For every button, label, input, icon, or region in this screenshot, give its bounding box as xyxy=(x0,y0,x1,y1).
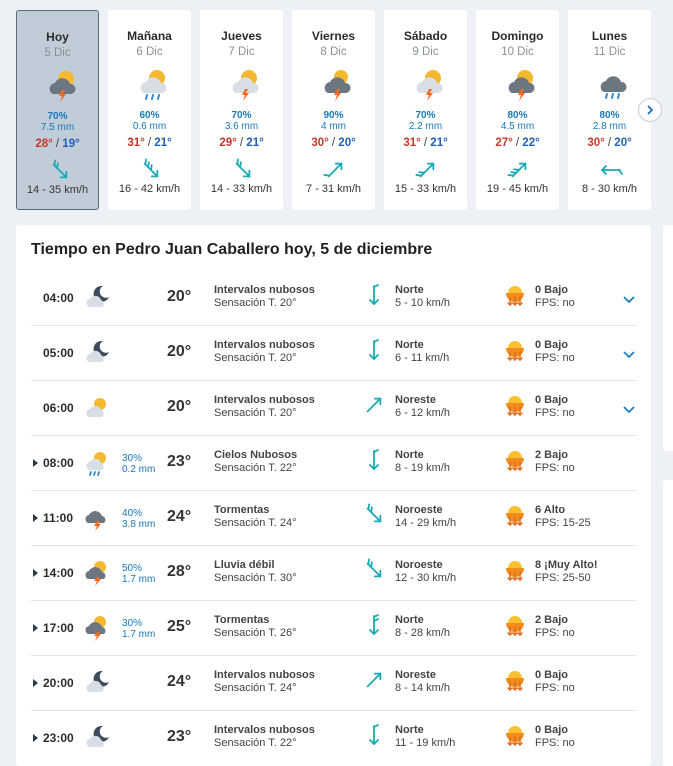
day-temp-max: 29° xyxy=(219,137,237,149)
day-name: Lunes xyxy=(591,29,628,43)
day-name: Sábado xyxy=(403,29,448,43)
row-rain-amount: 1.7 mm xyxy=(122,629,156,640)
day-name: Mañana xyxy=(127,29,172,43)
day-name: Viernes xyxy=(311,29,356,43)
day-card-4[interactable] xyxy=(384,10,467,210)
row-feels-like: Sensación T. 20° xyxy=(214,352,297,364)
row-hour: 20:00 xyxy=(43,676,74,690)
row-uv-index: 0 Bajo xyxy=(535,339,569,351)
hourly-row[interactable] xyxy=(16,546,651,601)
day-temp-min: 20° xyxy=(614,137,632,149)
wind-arrow-icon xyxy=(362,393,386,417)
wind-arrow-icon xyxy=(362,338,386,362)
row-wind-direction: Noroeste xyxy=(395,559,443,571)
row-wind-speed: 11 - 19 km/h xyxy=(395,737,456,749)
wind-arrow-icon xyxy=(323,158,347,182)
row-fps: FPS: no xyxy=(535,737,575,749)
rain-sun-cloud-icon xyxy=(135,65,171,101)
day-rain-probability: 70% xyxy=(47,111,68,122)
day-date: 7 Dic xyxy=(228,46,255,58)
day-temp-min: 19° xyxy=(62,138,80,150)
day-temp-max: 30° xyxy=(587,137,605,149)
storm-sun-cloud-icon xyxy=(83,613,111,641)
expand-triangle-icon[interactable] xyxy=(33,734,38,742)
expand-triangle-icon[interactable] xyxy=(33,624,38,632)
daily-forecast-strip xyxy=(0,0,673,220)
moon-cloud-icon xyxy=(83,723,111,751)
hourly-row[interactable] xyxy=(16,711,651,766)
day-wind-speed: 19 - 45 km/h xyxy=(486,183,549,195)
day-temperature xyxy=(476,137,559,149)
row-uv-index: 0 Bajo xyxy=(535,284,569,296)
row-fps: FPS: no xyxy=(535,462,575,474)
day-rain-probability: 80% xyxy=(507,110,528,121)
row-wind-direction: Norte xyxy=(395,614,424,626)
row-hour: 04:00 xyxy=(43,291,74,305)
expand-triangle-icon[interactable] xyxy=(33,514,38,522)
day-temp-min: 21° xyxy=(154,137,172,149)
day-temp-max: 30° xyxy=(311,137,329,149)
row-fps: FPS: no xyxy=(535,352,575,364)
day-date: 10 Dic xyxy=(501,46,534,58)
day-rain-probability: 90% xyxy=(323,110,344,121)
row-feels-like: Sensación T. 20° xyxy=(214,407,297,419)
uv-sun-icon xyxy=(504,393,526,417)
day-card-2[interactable] xyxy=(200,10,283,210)
day-rain-amount: 2.8 mm xyxy=(592,121,627,132)
wind-arrow-icon xyxy=(362,503,386,527)
row-feels-like: Sensación T. 26° xyxy=(214,627,297,639)
day-rain-amount: 2.2 mm xyxy=(408,121,443,132)
row-wind-direction: Norte xyxy=(395,339,424,351)
row-hour: 23:00 xyxy=(43,731,74,745)
hourly-forecast-panel xyxy=(16,225,651,766)
hourly-row[interactable] xyxy=(16,601,651,656)
row-fps: FPS: no xyxy=(535,682,575,694)
rain-sun-cloud-icon xyxy=(83,448,111,476)
uv-sun-icon xyxy=(504,503,526,527)
row-feels-like: Sensación T. 30° xyxy=(214,572,297,584)
day-temp-min: 20° xyxy=(338,137,356,149)
day-rain-amount: 3.6 mm xyxy=(224,121,259,132)
day-temp-min: 22° xyxy=(522,137,540,149)
chevron-down-icon[interactable] xyxy=(622,405,636,415)
chevron-down-icon[interactable] xyxy=(622,295,636,305)
temp-separator: / xyxy=(236,137,247,149)
day-temp-max: 28° xyxy=(35,138,53,150)
temp-separator: / xyxy=(420,137,431,149)
row-rain-probability: 50% xyxy=(122,563,143,574)
row-wind-speed: 6 - 11 km/h xyxy=(395,352,450,364)
wind-arrow-icon xyxy=(362,448,386,472)
row-rain-amount: 0.2 mm xyxy=(122,464,156,475)
day-rain-amount: 0.6 mm xyxy=(132,121,167,132)
side-panel-edge xyxy=(663,225,673,451)
row-fps: FPS: no xyxy=(535,627,575,639)
storm-sun-cloud-icon xyxy=(83,558,111,586)
row-temperature: 25° xyxy=(167,618,192,635)
row-temperature: 20° xyxy=(167,288,192,305)
row-condition: Intervalos nubosos xyxy=(214,339,315,351)
row-wind-direction: Norte xyxy=(395,449,424,461)
day-rain-probability: 60% xyxy=(139,110,160,121)
row-condition: Tormentas xyxy=(214,504,270,516)
row-rain-probability: 40% xyxy=(122,508,143,519)
day-card-0[interactable] xyxy=(16,10,99,210)
day-temperature xyxy=(384,137,467,149)
sun-cloud-icon xyxy=(83,393,111,421)
wind-arrow-icon xyxy=(362,283,386,307)
row-uv-index: 6 Alto xyxy=(535,504,566,516)
row-fps: FPS: 15-25 xyxy=(535,517,591,529)
uv-sun-icon xyxy=(504,338,526,362)
storm-cloud-icon xyxy=(319,65,355,101)
uv-sun-icon xyxy=(504,613,526,637)
row-wind-direction: Norte xyxy=(395,284,424,296)
row-feels-like: Sensación T. 22° xyxy=(214,462,297,474)
row-wind-speed: 6 - 12 km/h xyxy=(395,407,451,419)
moon-cloud-icon xyxy=(83,668,111,696)
row-hour: 11:00 xyxy=(43,511,74,525)
day-date: 6 Dic xyxy=(136,46,163,58)
moon-cloud-icon xyxy=(83,338,111,366)
day-card-3[interactable] xyxy=(292,10,375,210)
day-date: 11 Dic xyxy=(593,46,626,58)
row-temperature: 23° xyxy=(167,728,192,745)
row-wind-direction: Noreste xyxy=(395,394,436,406)
temp-separator: / xyxy=(52,138,63,150)
day-rain-amount: 4.5 mm xyxy=(500,121,535,132)
hourly-row[interactable] xyxy=(16,491,651,546)
day-rain-probability: 70% xyxy=(231,110,252,121)
row-rain-amount: 3.8 mm xyxy=(122,519,156,530)
day-wind-speed: 7 - 31 km/h xyxy=(305,183,362,195)
wind-arrow-icon xyxy=(362,558,386,582)
next-days-button[interactable] xyxy=(638,98,662,122)
row-rain-amount: 1.7 mm xyxy=(122,574,156,585)
row-hour: 05:00 xyxy=(43,346,74,360)
day-card-5[interactable] xyxy=(476,10,559,210)
wind-arrow-icon xyxy=(415,158,439,182)
day-name: Jueves xyxy=(221,29,262,43)
row-hour: 08:00 xyxy=(43,456,74,470)
row-hour: 17:00 xyxy=(43,621,74,635)
row-fps: FPS: no xyxy=(535,407,575,419)
row-condition: Intervalos nubosos xyxy=(214,394,315,406)
day-temperature xyxy=(292,137,375,149)
storm-sun-cloud-icon xyxy=(44,66,80,102)
day-wind-speed: 15 - 33 km/h xyxy=(394,183,457,195)
day-name: Domingo xyxy=(491,29,544,43)
row-temperature: 24° xyxy=(167,673,192,690)
day-temp-max: 27° xyxy=(495,137,513,149)
temp-separator: / xyxy=(512,137,523,149)
row-temperature: 24° xyxy=(167,508,192,525)
row-feels-like: Sensación T. 24° xyxy=(214,517,297,529)
wind-arrow-icon xyxy=(139,158,163,182)
hourly-row[interactable] xyxy=(16,436,651,491)
row-condition: Lluvia débil xyxy=(214,559,275,571)
row-temperature: 28° xyxy=(167,563,192,580)
day-date: 5 Dic xyxy=(44,47,71,59)
row-wind-direction: Norte xyxy=(395,724,424,736)
wind-arrow-icon xyxy=(362,668,386,692)
row-temperature: 20° xyxy=(167,343,192,360)
hourly-row[interactable] xyxy=(16,381,651,436)
day-date: 8 Dic xyxy=(320,46,347,58)
day-rain-probability: 80% xyxy=(599,110,620,121)
uv-sun-icon xyxy=(504,723,526,747)
row-hour: 06:00 xyxy=(43,401,74,415)
row-temperature: 20° xyxy=(167,398,192,415)
row-rain-probability: 30% xyxy=(122,453,143,464)
storm-sun-cloud-icon xyxy=(227,65,263,101)
wind-arrow-icon xyxy=(599,158,623,182)
row-wind-speed: 8 - 19 km/h xyxy=(395,462,451,474)
row-feels-like: Sensación T. 20° xyxy=(214,297,297,309)
row-hour: 14:00 xyxy=(43,566,74,580)
side-panel-edge xyxy=(663,480,673,766)
row-condition: Cielos Nubosos xyxy=(214,449,298,461)
row-condition: Tormentas xyxy=(214,614,270,626)
day-card-1[interactable] xyxy=(108,10,191,210)
day-temperature xyxy=(200,137,283,149)
day-temp-min: 21° xyxy=(246,137,264,149)
temp-separator: / xyxy=(144,137,155,149)
row-wind-direction: Noreste xyxy=(395,669,436,681)
day-wind-speed: 14 - 33 km/h xyxy=(210,183,273,195)
row-fps: FPS: 25-50 xyxy=(535,572,591,584)
uv-sun-icon xyxy=(504,448,526,472)
day-rain-probability: 70% xyxy=(415,110,436,121)
storm-sun-cloud-icon xyxy=(411,65,447,101)
chevron-right-icon xyxy=(645,105,655,115)
row-uv-index: 0 Bajo xyxy=(535,394,569,406)
row-wind-speed: 12 - 30 km/h xyxy=(395,572,457,584)
row-uv-index: 0 Bajo xyxy=(535,669,569,681)
row-wind-speed: 14 - 29 km/h xyxy=(395,517,457,529)
row-fps: FPS: no xyxy=(535,297,575,309)
row-wind-speed: 8 - 14 km/h xyxy=(395,682,451,694)
row-uv-index: 2 Bajo xyxy=(535,614,569,626)
row-wind-speed: 8 - 28 km/h xyxy=(395,627,451,639)
hourly-row[interactable] xyxy=(16,656,651,711)
hourly-row[interactable] xyxy=(16,326,651,381)
day-rain-amount: 7.5 mm xyxy=(40,122,75,133)
row-uv-index: 0 Bajo xyxy=(535,724,569,736)
day-temp-max: 31° xyxy=(403,137,421,149)
moon-cloud-icon xyxy=(83,283,111,311)
row-uv-index: 8 ¡Muy Alto! xyxy=(535,559,598,571)
page-title: Tiempo en Pedro Juan Caballero hoy, 5 de diciembre xyxy=(31,241,433,258)
day-temp-min: 21° xyxy=(430,137,448,149)
day-temp-max: 31° xyxy=(127,137,145,149)
wind-arrow-icon xyxy=(507,158,531,182)
row-wind-speed: 5 - 10 km/h xyxy=(395,297,451,309)
uv-sun-icon xyxy=(504,283,526,307)
uv-sun-icon xyxy=(504,558,526,582)
row-feels-like: Sensación T. 22° xyxy=(214,737,297,749)
day-wind-speed: 16 - 42 km/h xyxy=(118,183,181,195)
day-wind-speed: 8 - 30 km/h xyxy=(581,183,638,195)
expand-triangle-icon[interactable] xyxy=(33,679,38,687)
day-temperature xyxy=(108,137,191,149)
day-rain-amount: 4 mm xyxy=(321,121,346,132)
storm-sun-cloud-icon xyxy=(503,65,539,101)
row-condition: Intervalos nubosos xyxy=(214,669,315,681)
temp-separator: / xyxy=(328,137,339,149)
hourly-row[interactable] xyxy=(16,271,651,326)
row-wind-direction: Noroeste xyxy=(395,504,443,516)
wind-arrow-icon xyxy=(48,159,72,183)
day-name: Hoy xyxy=(46,30,69,44)
chevron-down-icon[interactable] xyxy=(622,350,636,360)
uv-sun-icon xyxy=(504,668,526,692)
wind-arrow-icon xyxy=(362,723,386,747)
storm-cloud-icon xyxy=(83,503,111,531)
row-rain-probability: 30% xyxy=(122,618,143,629)
row-condition: Intervalos nubosos xyxy=(214,724,315,736)
day-temperature xyxy=(17,138,98,150)
wind-arrow-icon xyxy=(231,158,255,182)
expand-triangle-icon[interactable] xyxy=(33,569,38,577)
row-feels-like: Sensación T. 24° xyxy=(214,682,297,694)
row-condition: Intervalos nubosos xyxy=(214,284,315,296)
rain-cloud-icon xyxy=(595,65,631,101)
day-temperature xyxy=(568,137,651,149)
row-uv-index: 2 Bajo xyxy=(535,449,569,461)
day-date: 9 Dic xyxy=(412,46,439,58)
temp-separator: / xyxy=(604,137,615,149)
expand-triangle-icon[interactable] xyxy=(33,459,38,467)
row-temperature: 23° xyxy=(167,453,192,470)
wind-arrow-icon xyxy=(362,613,386,637)
day-wind-speed: 14 - 35 km/h xyxy=(26,184,89,196)
